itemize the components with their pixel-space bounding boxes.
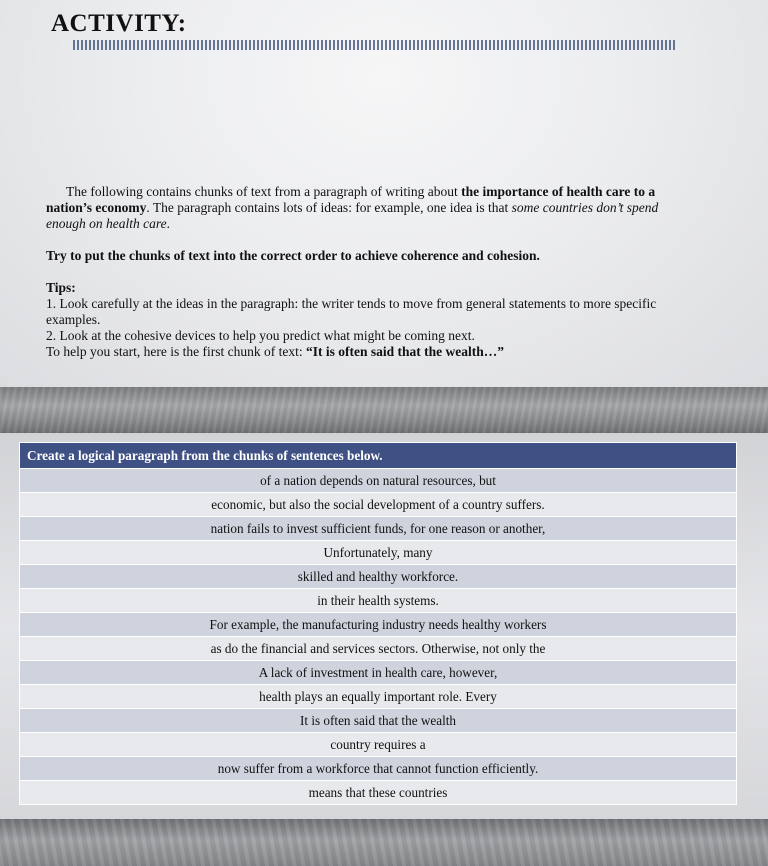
text-chunk-cell: country requires a bbox=[20, 733, 737, 757]
text-chunk-cell: health plays an equally important role. Every bbox=[20, 685, 737, 709]
text-chunk-cell: A lack of investment in health care, however, bbox=[20, 661, 737, 685]
text-chunk-cell: Unfortunately, many bbox=[20, 541, 737, 565]
tip-2: 2. Look at the cohesive devices to help you predict what might be coming next. bbox=[46, 328, 475, 343]
start-hint-text: To help you start, here is the first chunk of text: bbox=[46, 344, 306, 359]
table-row bbox=[20, 661, 737, 685]
table-row bbox=[20, 757, 737, 781]
tips-heading-text: Tips: bbox=[46, 280, 76, 295]
table-row bbox=[20, 709, 737, 733]
intro-text-2: . The paragraph contains lots of ideas: for example, one idea is that bbox=[146, 200, 512, 215]
intro-topic: the importance of health care to a nation’s economy bbox=[46, 184, 656, 215]
chunks-table bbox=[19, 442, 737, 805]
chunks-table-body bbox=[20, 469, 737, 805]
table-row bbox=[20, 469, 737, 493]
stone-texture-band bbox=[0, 387, 768, 433]
start-hint bbox=[46, 344, 696, 360]
text-chunk-cell: in their health systems. bbox=[20, 589, 737, 613]
text-chunk-cell: nation fails to invest sufficient funds, for one reason or another, bbox=[20, 517, 737, 541]
table-row bbox=[20, 685, 737, 709]
table-row bbox=[20, 589, 737, 613]
first-chunk-hint: “It is often said that the wealth…” bbox=[306, 344, 504, 359]
text-chunk-cell: as do the financial and services sectors. Otherwise, not only the bbox=[20, 637, 737, 661]
tips-heading bbox=[46, 280, 696, 296]
table-row bbox=[20, 733, 737, 757]
task-instruction bbox=[46, 248, 696, 264]
stone-texture-band-bottom bbox=[0, 819, 768, 866]
title-underline-decoration bbox=[73, 40, 677, 50]
tip-1: 1. Look carefully at the ideas in the paragraph: the writer tends to move from general statements to more specific examples. bbox=[46, 296, 657, 327]
table-row bbox=[20, 493, 737, 517]
table-row bbox=[20, 613, 737, 637]
text-chunk-cell: skilled and healthy workforce. bbox=[20, 565, 737, 589]
chunks-table-header: Create a logical paragraph from the chunks of sentences below. bbox=[20, 443, 737, 469]
intro-end: . bbox=[166, 216, 170, 231]
text-chunk-cell: now suffer from a workforce that cannot function efficiently. bbox=[20, 757, 737, 781]
activity-title: ACTIVITY: bbox=[51, 10, 187, 37]
table-row bbox=[20, 565, 737, 589]
instructions-block bbox=[46, 184, 696, 360]
table-row bbox=[20, 517, 737, 541]
intro-example-idea: some countries don’t spend enough on health care bbox=[46, 200, 659, 231]
text-chunk-cell: For example, the manufacturing industry needs healthy workers bbox=[20, 613, 737, 637]
chunks-table-container bbox=[19, 442, 737, 805]
text-chunk-cell: of a nation depends on natural resources, but bbox=[20, 469, 737, 493]
intro-paragraph bbox=[46, 184, 696, 232]
text-chunk-cell: means that these countries bbox=[20, 781, 737, 805]
table-row bbox=[20, 637, 737, 661]
intro-text: The following contains chunks of text from a paragraph of writing about bbox=[66, 184, 462, 199]
table-row bbox=[20, 541, 737, 565]
text-chunk-cell: It is often said that the wealth bbox=[20, 709, 737, 733]
task-instruction-text: Try to put the chunks of text into the correct order to achieve coherence and cohesion. bbox=[46, 248, 540, 263]
table-row bbox=[20, 781, 737, 805]
text-chunk-cell: economic, but also the social development of a country suffers. bbox=[20, 493, 737, 517]
